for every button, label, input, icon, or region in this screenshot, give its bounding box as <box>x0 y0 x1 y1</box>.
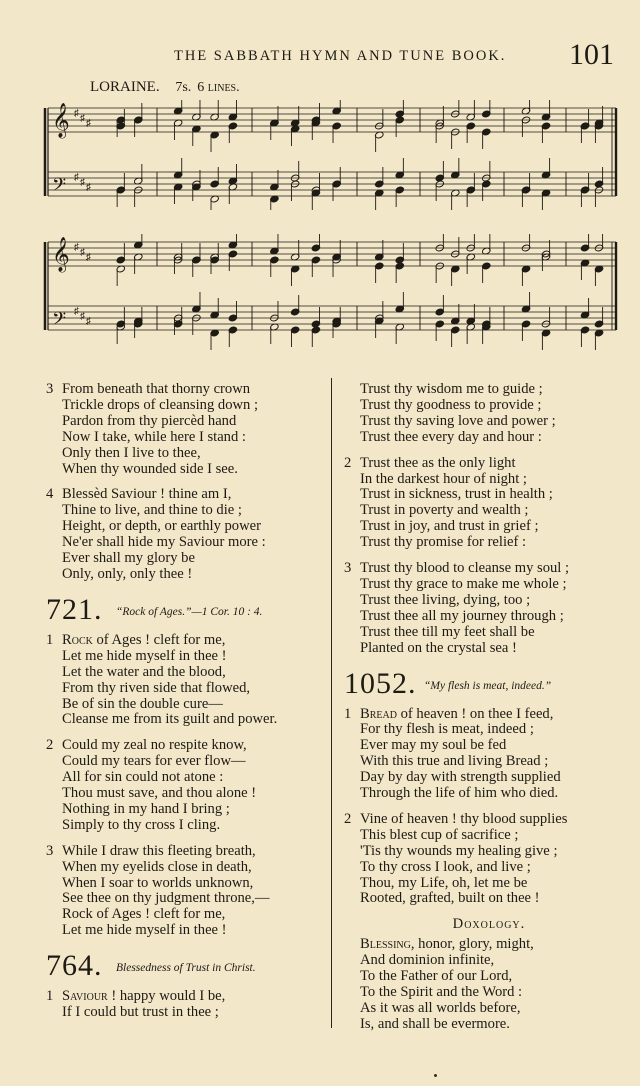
sharp-icon: ♯ <box>80 113 85 124</box>
verse-line: Only, only, only thee ! <box>62 565 193 582</box>
verse-line: Rock of Ages ! cleft for me, <box>62 631 226 648</box>
tune-name: LORAINE. <box>90 79 160 95</box>
verse-line: Blessing, honor, glory, might, <box>360 936 534 953</box>
column-divider <box>331 378 332 1028</box>
hymn-1052-verses <box>344 707 634 908</box>
verse-line: Let the water and the blood, <box>62 663 226 680</box>
verse-number: 2 <box>344 810 352 827</box>
verse-line: 'Tis thy wounds my healing give ; <box>360 842 558 859</box>
verse <box>344 382 634 446</box>
verse-line: And dominion infinite, <box>360 952 495 969</box>
verse-number: 1 <box>46 631 54 648</box>
hymn-721-verses <box>46 633 326 939</box>
page-speck <box>434 1074 437 1077</box>
verse-line: For thy flesh is meat, indeed ; <box>360 721 534 738</box>
verse-line: Trickle drops of cleansing down ; <box>62 396 259 413</box>
verse-line: Trust thee living, dying, too ; <box>360 591 531 608</box>
verse-number: 1 <box>344 705 352 722</box>
verse <box>46 633 326 728</box>
left-column <box>46 382 326 1031</box>
verse-line: While I draw this fleeting breath, <box>62 842 256 859</box>
hymn-reference: Blessedness of Trust in Christ. <box>116 962 256 975</box>
verse-line: Planted on the crystal sea ! <box>360 639 517 656</box>
sharp-icon: ♯ <box>86 316 91 327</box>
verse-line: When I soar to worlds unknown, <box>62 874 254 891</box>
sharp-icon: ♯ <box>86 182 91 193</box>
verse-number: 2 <box>46 737 54 754</box>
verse <box>46 382 326 477</box>
right-column <box>344 382 634 1043</box>
verse-line: Let me hide myself in thee ! <box>62 922 227 939</box>
verse <box>46 738 326 833</box>
sharp-icon: ♯ <box>74 108 79 119</box>
hymn-number: 764. <box>46 949 103 983</box>
verse-line: Is, and shall be evermore. <box>360 1015 510 1032</box>
verse <box>344 456 634 551</box>
sharp-icon: ♯ <box>74 242 79 253</box>
verse-line: If I could but trust in thee ; <box>62 1004 219 1021</box>
verse <box>46 844 326 939</box>
verse-line: Only then I live to thee, <box>62 444 201 461</box>
verse-line: Vine of heaven ! thy blood supplies <box>360 810 568 827</box>
verse-line: Rock of Ages ! cleft for me, <box>62 906 226 923</box>
verse-line: Trust thy promise for relief : <box>360 534 527 551</box>
verse-number: 1 <box>46 988 54 1005</box>
verse-line: When my eyelids close in death, <box>62 858 252 875</box>
hymn-reference: “Rock of Ages.”—1 Cor. 10 : 4. <box>116 605 263 618</box>
sharp-icon: ♯ <box>74 306 79 317</box>
verse-line: Trust thy blood to cleanse my soul ; <box>360 560 570 577</box>
sharp-icon: ♯ <box>86 118 91 129</box>
verse-line: Thine to live, and thine to die ; <box>62 502 242 519</box>
verse-line: To the Spirit and the Word : <box>360 984 523 1000</box>
verse-line: Trust thy saving love and power ; <box>360 412 556 429</box>
verse-line: Could my tears for ever flow— <box>62 753 246 770</box>
verse-line: Trust in poverty and wealth ; <box>360 502 529 519</box>
sharp-icon: ♯ <box>86 252 91 263</box>
verse-number: 4 <box>46 486 54 503</box>
verse-line: Simply to thy cross I cling. <box>62 816 221 833</box>
verse <box>46 487 326 582</box>
verse-line: Trust thee every day and hour : <box>360 428 542 445</box>
treble-clef-icon: 𝄞 <box>52 103 70 138</box>
verse-line: Trust in joy, and trust in grief ; <box>360 518 539 535</box>
verse-line: In the darkest hour of night ; <box>360 470 527 487</box>
music-system-2 <box>0 234 640 358</box>
page-header <box>0 38 640 74</box>
sharp-icon: ♯ <box>74 172 79 183</box>
sharp-icon: ♯ <box>80 247 85 258</box>
verse-line: Nothing in my hand I bring ; <box>62 800 230 817</box>
verse-line: As it was all worlds before, <box>360 999 521 1016</box>
running-title: THE SABBATH HYMN AND TUNE BOOK. <box>174 48 507 64</box>
verse-number: 3 <box>46 381 54 397</box>
verse-line: Now I take, while here I stand : <box>62 428 246 445</box>
verse-line: Rooted, grafted, built on thee ! <box>360 890 540 907</box>
doxology-verse <box>344 937 634 1032</box>
verse-line: Day by day with strength supplied <box>360 769 561 786</box>
right-continued-verses <box>344 382 634 657</box>
verse-line: This blest cup of sacrifice ; <box>360 826 519 843</box>
verse-line: Trust thy grace to make me whole ; <box>360 575 567 592</box>
verse-number: 2 <box>344 454 352 471</box>
verse-line: With this true and living Bread ; <box>360 753 549 770</box>
music-system-1 <box>0 100 640 210</box>
verse-line: Pardon from thy piercèd hand <box>62 412 237 429</box>
treble-clef-icon: 𝄞 <box>52 237 70 272</box>
verse-line: Ever shall my glory be <box>62 550 195 567</box>
verse-line: Through the life of him who died. <box>360 785 559 802</box>
bass-clef-icon: 𝄢 <box>52 175 67 200</box>
verse <box>344 707 634 802</box>
verse-number: 3 <box>46 842 54 859</box>
verse-line: Trust thee as the only light <box>360 454 516 471</box>
verse-number: 3 <box>344 560 352 577</box>
verse-line: All for sin could not atone : <box>62 769 224 786</box>
hymn-number: 721. <box>46 592 103 626</box>
verse-line: Saviour ! happy would I be, <box>62 988 226 1005</box>
hymn-764-heading <box>46 949 326 985</box>
verse-line: Ever may my soul be fed <box>360 737 507 754</box>
verse-line: From thy riven side that flowed, <box>62 679 251 696</box>
hymn-number: 1052. <box>344 666 417 700</box>
tune-meter: 7s. 6 lines. <box>175 80 240 95</box>
verse-line: To the Father of our Lord, <box>360 968 513 985</box>
page-number: 101 <box>569 38 614 71</box>
verse-line: Trust thee till my feet shall be <box>360 623 535 640</box>
hymn-reference: “My flesh is meat, indeed.” <box>424 679 552 692</box>
sharp-icon: ♯ <box>80 177 85 188</box>
verse-line: Trust thee all my journey through ; <box>360 607 564 624</box>
sharp-icon: ♯ <box>80 311 85 322</box>
verse-line: Trust in sickness, trust in health ; <box>360 486 553 503</box>
verse-line: Height, or depth, or earthly power <box>62 518 261 535</box>
verse-line: Could my zeal no respite know, <box>62 737 247 754</box>
verse-line: Blessèd Saviour ! thine am I, <box>62 486 232 503</box>
verse-line: Thou, my Life, oh, let me be <box>360 874 528 891</box>
left-continued-verses <box>46 382 326 583</box>
verse <box>344 812 634 907</box>
verse <box>46 989 326 1021</box>
verse-line: Bread of heaven ! on thee I feed, <box>360 705 554 722</box>
verse-line: Ne'er shall hide my Saviour more : <box>62 534 266 551</box>
verse-line: Trust thy goodness to provide ; <box>360 396 542 413</box>
verse-line: Cleanse me from its guilt and power. <box>62 711 278 728</box>
verse-line: Thou must save, and thou alone ! <box>62 785 257 802</box>
hymn-764-verses <box>46 989 326 1021</box>
verse-line: Be of sin the double cure— <box>62 695 223 712</box>
verse-line: Let me hide myself in thee ! <box>62 647 227 664</box>
verse-line: Trust thy wisdom me to guide ; <box>360 381 543 397</box>
verse <box>344 561 634 656</box>
verse-line: When thy wounded side I see. <box>62 460 238 477</box>
doxology-title: Doxology. <box>452 916 526 933</box>
bass-clef-icon: 𝄢 <box>52 309 67 334</box>
hymn-721-heading <box>46 593 326 629</box>
verse-line: From beneath that thorny crown <box>62 381 251 397</box>
hymn-1052-heading <box>344 667 634 703</box>
verse-line: To thy cross I look, and live ; <box>360 858 531 875</box>
tune-heading <box>90 79 240 96</box>
verse-line: See thee on thy judgment throne,— <box>62 890 270 907</box>
